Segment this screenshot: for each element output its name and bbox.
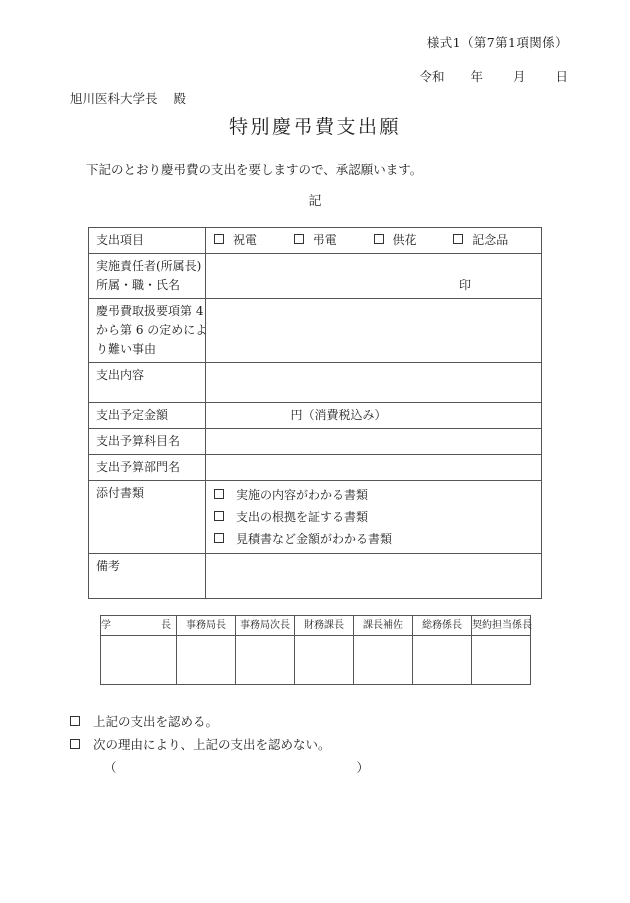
checkbox-icon[interactable] xyxy=(453,234,463,244)
rejection-reason-field[interactable] xyxy=(104,756,369,779)
checkbox-icon[interactable] xyxy=(214,511,224,521)
row-value-remarks[interactable] xyxy=(206,554,542,599)
row-label-line-2: 所属・職・氏名 xyxy=(96,278,181,292)
checkbox-label: 記念品 xyxy=(472,233,509,247)
decision-section xyxy=(70,710,369,779)
signature-col-director-general: 事務局長 xyxy=(177,616,236,636)
table-row-responsible-person xyxy=(89,254,542,299)
checkbox-label: 見積書など金額がわかる書類 xyxy=(236,532,393,546)
row-label-responsible-person xyxy=(89,254,206,299)
checkbox-icon[interactable] xyxy=(70,739,80,749)
checkbox-icon[interactable] xyxy=(70,716,80,726)
signature-cell-deputy-director-general[interactable] xyxy=(236,636,295,685)
addressee-honorific: 殿 xyxy=(173,91,187,106)
checkbox-item-flowers[interactable] xyxy=(374,231,454,250)
ki-marker: 記 xyxy=(308,194,322,209)
row-label-line-3: り難い事由 xyxy=(96,342,157,356)
row-value-responsible-person[interactable] xyxy=(206,254,542,299)
table-row-planned-amount xyxy=(89,403,542,429)
signature-cell-director-general[interactable] xyxy=(177,636,236,685)
table-row-remarks xyxy=(89,554,542,599)
seal-mark: 印 xyxy=(458,278,471,292)
checkbox-label: 祝電 xyxy=(233,233,258,247)
checkbox-label: 支出の根拠を証する書類 xyxy=(236,510,369,524)
row-label-exception-reason xyxy=(89,299,206,363)
checkbox-label: 供花 xyxy=(392,233,417,247)
signature-header-row xyxy=(101,616,531,636)
date-month-unit: 月 xyxy=(512,69,526,84)
row-value-exception-reason[interactable] xyxy=(206,299,542,363)
approval-signature-table xyxy=(100,615,531,685)
signature-col-assistant-section-chief: 課長補佐 xyxy=(354,616,413,636)
signature-cell-assistant-section-chief[interactable] xyxy=(354,636,413,685)
lead-text: 下記のとおり慶弔費の支出を要しますので、承認願います。 xyxy=(86,162,423,177)
page-title: 特別慶弔費支出願 xyxy=(228,116,401,138)
expenditure-form-table xyxy=(88,227,542,599)
row-label-attachments: 添付書類 xyxy=(89,481,206,554)
form-number: 様式1（第7第1項関係） xyxy=(426,35,568,50)
checkbox-item-expense-basis-doc[interactable] xyxy=(214,506,533,528)
row-value-expense-details[interactable] xyxy=(206,363,542,403)
row-label-expense-item: 支出項目 xyxy=(89,228,206,254)
checkbox-label: 弔電 xyxy=(312,233,337,247)
row-value-planned-amount[interactable] xyxy=(206,403,542,429)
signature-cell-contract-officer[interactable] xyxy=(472,636,531,685)
checkbox-item-quotation-doc[interactable] xyxy=(214,528,533,550)
row-label-budget-department: 支出予算部門名 xyxy=(89,455,206,481)
expense-kind-checkbox-group xyxy=(214,231,533,250)
row-value-expense-item xyxy=(206,228,542,254)
addressee-line xyxy=(70,89,186,107)
signature-cell-general-affairs-chief[interactable] xyxy=(413,636,472,685)
row-label-remarks: 備考 xyxy=(89,554,206,599)
date-year-unit: 年 xyxy=(470,69,483,84)
signature-col-deputy-director-general: 事務局次長 xyxy=(236,616,295,636)
signature-col-general-affairs-chief: 総務係長 xyxy=(413,616,472,636)
row-value-budget-department[interactable] xyxy=(206,455,542,481)
checkbox-item-celebration-telegram[interactable] xyxy=(214,231,294,250)
signature-col-finance-section-chief: 財務課長 xyxy=(295,616,354,636)
row-label-line-2: から第 6 の定めによ xyxy=(96,323,208,337)
row-value-attachments xyxy=(206,481,542,554)
checkbox-item-commemorative-gift[interactable] xyxy=(453,231,508,250)
row-label-expense-details: 支出内容 xyxy=(89,363,206,403)
checkbox-item-condolence-telegram[interactable] xyxy=(294,231,374,250)
checkbox-label: 上記の支出を認める。 xyxy=(93,714,219,729)
table-row-budget-account xyxy=(89,429,542,455)
table-row-expense-item xyxy=(89,228,542,254)
row-label-budget-account: 支出予算科目名 xyxy=(89,429,206,455)
checkbox-label: 実施の内容がわかる書類 xyxy=(236,488,369,502)
date-era-label: 令和 xyxy=(419,69,445,84)
table-row-exception-reason xyxy=(89,299,542,363)
signature-col-president: 学 長 xyxy=(101,616,177,636)
date-line xyxy=(419,67,568,85)
signature-cell-finance-section-chief[interactable] xyxy=(295,636,354,685)
open-paren: （ xyxy=(104,760,117,775)
table-row-expense-details xyxy=(89,363,542,403)
addressee-name: 旭川医科大学長 xyxy=(70,91,158,106)
row-value-budget-account[interactable] xyxy=(206,429,542,455)
close-paren: ） xyxy=(356,760,370,775)
signature-cell-president[interactable] xyxy=(101,636,177,685)
row-label-planned-amount: 支出予定金額 xyxy=(89,403,206,429)
checkbox-icon[interactable] xyxy=(214,234,224,244)
signature-stamp-row xyxy=(101,636,531,685)
checkbox-icon[interactable] xyxy=(374,234,384,244)
checkbox-item-approve[interactable] xyxy=(70,710,369,733)
checkbox-icon[interactable] xyxy=(214,489,224,499)
table-row-attachments xyxy=(89,481,542,554)
checkbox-item-reject[interactable] xyxy=(70,733,369,756)
row-label-line-1: 慶弔費取扱要項第 4 xyxy=(96,304,204,318)
date-day-unit: 日 xyxy=(555,69,568,84)
row-label-line-1: 実施責任者(所属長) xyxy=(96,259,202,273)
amount-unit-label: 円（消費税込み） xyxy=(290,408,387,422)
checkbox-icon[interactable] xyxy=(214,533,224,543)
checkbox-item-activity-detail-doc[interactable] xyxy=(214,484,533,506)
signature-col-contract-officer: 契約担当係長 xyxy=(472,616,531,636)
table-row-budget-department xyxy=(89,455,542,481)
checkbox-label: 次の理由により、上記の支出を認めない。 xyxy=(93,737,331,752)
checkbox-icon[interactable] xyxy=(294,234,304,244)
